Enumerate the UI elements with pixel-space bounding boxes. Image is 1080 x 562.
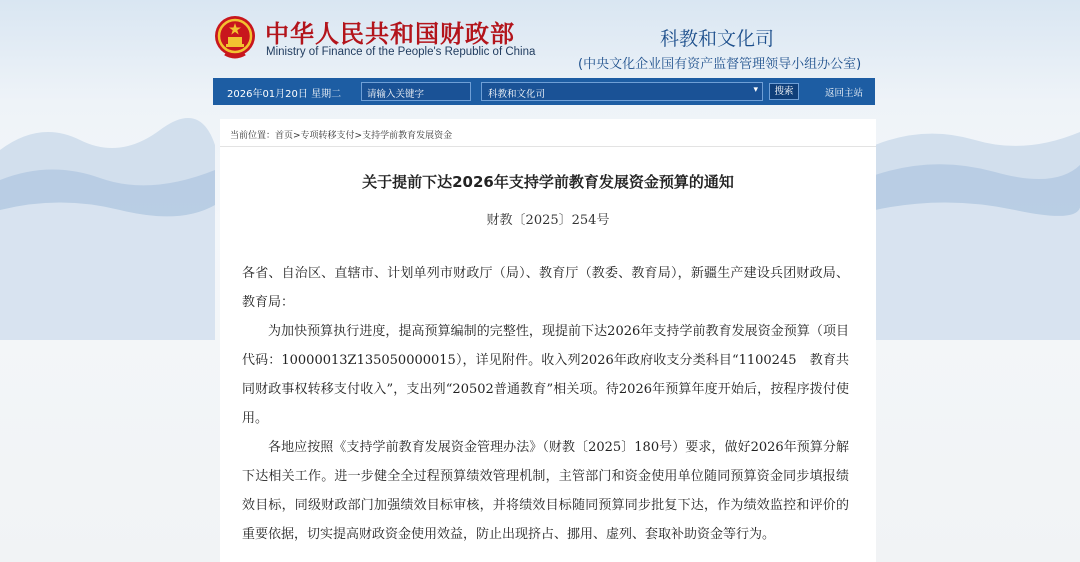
department-subtitle: (中央文化企业国有资产监督管理领导小组办公室) (578, 57, 862, 72)
search-scope-select[interactable] (481, 82, 763, 101)
document-body (242, 259, 849, 549)
department-name: 科教和文化司 (660, 28, 775, 50)
background-scenery-left (0, 60, 215, 340)
ministry-title-en[interactable]: Ministry of Finance of the People's Republic of China (266, 46, 536, 58)
background-scenery-right (875, 60, 1080, 340)
search-input[interactable]: 请输入关键字 (361, 82, 471, 101)
navigation-bar (213, 78, 875, 105)
divider (220, 146, 876, 147)
chevron-down-icon: ▾ (753, 85, 758, 95)
document-number: 财教〔2025〕254号 (486, 213, 610, 228)
document-paragraph: 为加快预算执行进度，提高预算编制的完整性，现提前下达2026年支持学前教育发展资金预算（项目代码：10000013Z135050000015），详见附件。收入列2026年政府收支分类科目“1100245 教育共同财政事权转移支付收入”，支出列“20502普通教育”相关项。待2026年预算年度开始后，按程序拨付使用。 (242, 324, 849, 426)
national-emblem-icon[interactable] (213, 14, 257, 60)
document-paragraph: 各地应按照《支持学前教育发展资金管理办法》（财教〔2025〕180号）要求，做好2026年预算分解下达相关工作。进一步健全全过程预算绩效管理机制，主管部门和资金使用单位随同预算资金同步填报绩效目标，同级财政部门加强绩效目标审核，并将绩效目标随同预算同步批复下达，作为绩效监控和评价的重要依据，切实提高财政资金使用效益，防止出现挤占、挪用、虚列、套取补助资金等行为。 (242, 440, 849, 542)
search-button[interactable]: 搜索 (769, 83, 799, 100)
breadcrumb[interactable]: 当前位置：首页>专项转移支付>支持学前教育发展资金 (230, 131, 453, 141)
search-scope-value: 科教和文化司 (488, 89, 546, 100)
site-header (213, 0, 875, 78)
return-home-link[interactable]: 返回主站 (825, 88, 864, 99)
document-title: 关于提前下达2026年支持学前教育发展资金预算的通知 (362, 173, 734, 191)
ministry-title-cn[interactable]: 中华人民共和国财政部 (265, 20, 515, 48)
article-content (220, 119, 876, 562)
current-date: 2026年01月20日 星期二 (227, 89, 342, 100)
document-paragraph: 各省、自治区、直辖市、计划单列市财政厅（局）、教育厅（教委、教育局），新疆生产建设兵团财政局、教育局： (242, 266, 849, 310)
